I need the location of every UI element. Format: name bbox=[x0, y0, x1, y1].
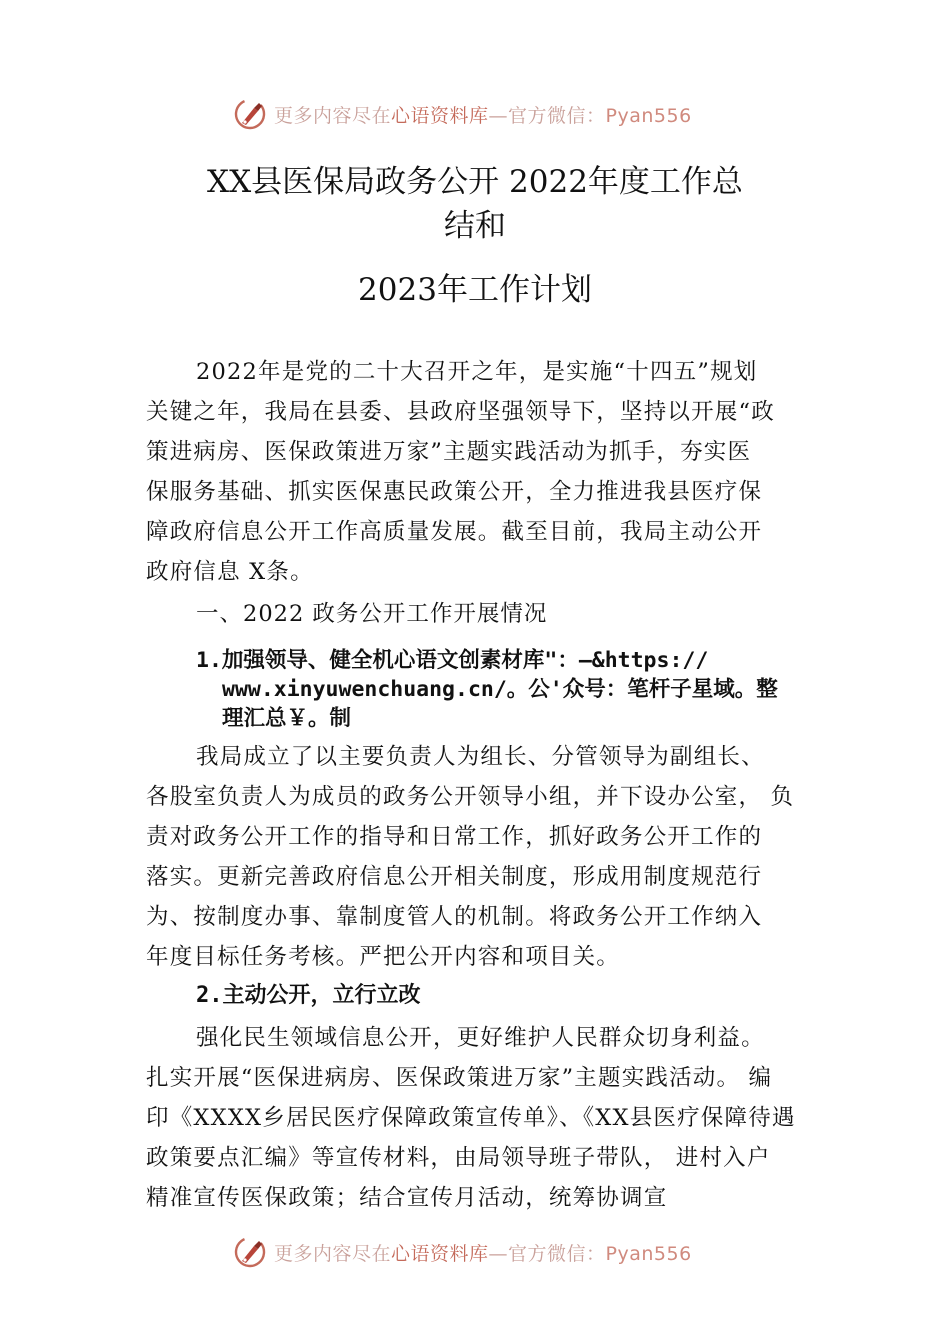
watermark-banner-top bbox=[232, 94, 752, 134]
paragraph-line: 精准宣传医保政策；结合宣传月活动，统筹协调宣 bbox=[146, 1185, 668, 1211]
paragraph-line: 关键之年，我局在县委、县政府坚强领导下，坚持以开展“政 bbox=[146, 399, 775, 425]
paragraph-line: 年度目标任务考核。严把公开内容和项目关。 bbox=[146, 944, 621, 970]
watermark-mid: —官方微信： bbox=[488, 1242, 606, 1265]
paragraph-line: 为、按制度办事、靠制度管人的机制。将政务公开工作纳入 bbox=[146, 904, 763, 930]
watermark-text bbox=[274, 101, 692, 128]
document-title-line-3: 2023年工作计划 bbox=[358, 272, 592, 308]
paragraph-line: 保服务基础、抓实医保惠民政策公开，全力推进我县医疗保 bbox=[146, 479, 763, 505]
paragraph-line: 障政府信息公开工作高质量发展。截至目前，我局主动公开 bbox=[146, 519, 763, 545]
watermark-banner-bottom bbox=[232, 1232, 752, 1272]
watermark-text bbox=[274, 1239, 692, 1266]
watermark-highlight: 心语资料库 bbox=[391, 104, 489, 127]
item-1-heading-line: 理汇总￥。制 bbox=[222, 706, 352, 731]
watermark-mid: —官方微信： bbox=[488, 104, 606, 127]
pen-nib-circle-icon bbox=[232, 96, 268, 132]
watermark-prefix: 更多内容尽在 bbox=[274, 104, 392, 127]
item-1-heading-line: 1.加强领导、健全机心语文创素材库"：—&https:// bbox=[196, 648, 709, 673]
watermark-prefix: 更多内容尽在 bbox=[274, 1242, 392, 1265]
watermark-wechat-id: Pyan556 bbox=[605, 104, 692, 127]
paragraph-line: 策进病房、医保政策进万家”主题实践活动为抓手，夯实医 bbox=[146, 439, 752, 465]
paragraph-line: 扎实开展“医保进病房、医保政策进万家”主题实践活动。 编 bbox=[146, 1065, 773, 1091]
paragraph-line: 我局成立了以主要负责人为组长、分管领导为副组长、 bbox=[196, 744, 765, 770]
pen-nib-circle-icon bbox=[232, 1234, 268, 1270]
watermark-wechat-id: Pyan556 bbox=[605, 1242, 692, 1265]
paragraph-line: 责对政务公开工作的指导和日常工作，抓好政务公开工作的 bbox=[146, 824, 763, 850]
item-1-heading bbox=[196, 646, 836, 733]
item-2-heading: 2.主动公开，立行立改 bbox=[196, 983, 421, 1008]
item-1-body bbox=[146, 737, 816, 977]
section-heading-1: 一、2022 政务公开工作开展情况 bbox=[196, 601, 548, 627]
paragraph-line: 政府信息 X条。 bbox=[146, 559, 314, 585]
paragraph-line: 落实。更新完善政府信息公开相关制度，形成用制度规范行 bbox=[146, 864, 763, 890]
document-title-line-2: 结和 bbox=[444, 208, 506, 244]
paragraph-line: 2022年是党的二十大召开之年，是实施“十四五”规划 bbox=[196, 359, 758, 385]
paragraph-line: 政策要点汇编》等宣传材料，由局领导班子带队， 进村入户 bbox=[146, 1145, 771, 1171]
document-title-line-1: XX县医保局政务公开 2022年度工作总 bbox=[207, 164, 743, 200]
paragraph-line: 强化民生领域信息公开，更好维护人民群众切身利益。 bbox=[196, 1025, 765, 1051]
watermark-highlight: 心语资料库 bbox=[391, 1242, 489, 1265]
item-2-body bbox=[146, 1018, 816, 1218]
paragraph-line: 各股室负责人为成员的政务公开领导小组，并下设办公室， 负 bbox=[146, 784, 795, 810]
paragraph-line: 印《XXXX乡居民医疗保障政策宣传单》、《XX县医疗保障待遇 bbox=[146, 1105, 796, 1131]
intro-paragraph bbox=[146, 352, 816, 592]
item-1-heading-line: www.xinyuwenchuang.cn/。公'众号：笔杆子星域。整 bbox=[222, 677, 778, 702]
